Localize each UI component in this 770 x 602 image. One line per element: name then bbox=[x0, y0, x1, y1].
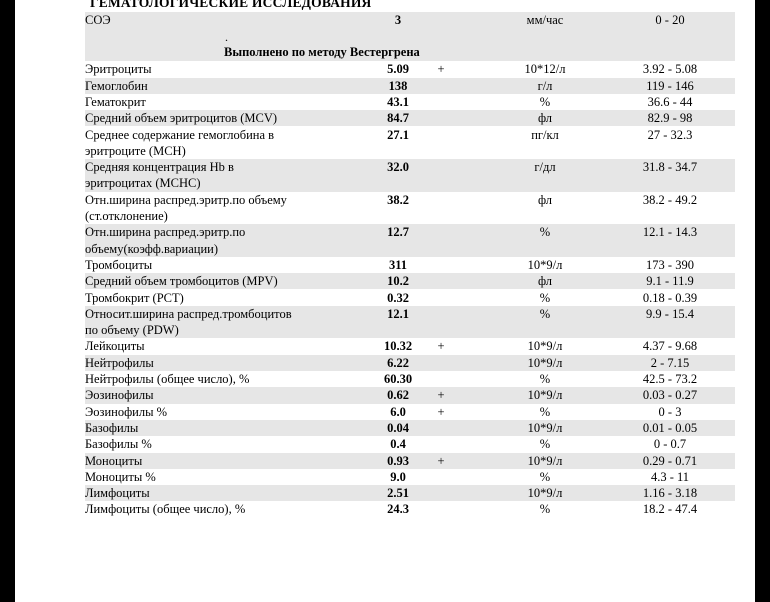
reference-range: 4.3 - 11 bbox=[650, 469, 690, 484]
result-value: 12.7 bbox=[387, 225, 409, 240]
test-name: Относит.ширина распред.тромбоцитов bbox=[85, 306, 292, 321]
result-value: 84.7 bbox=[387, 111, 409, 126]
table-row bbox=[85, 78, 735, 94]
test-name: Эозинофилы bbox=[85, 388, 154, 403]
unit: пг/кл bbox=[531, 127, 559, 142]
reference-range: 1.16 - 3.18 bbox=[642, 486, 698, 501]
table-row bbox=[85, 159, 735, 192]
reference-range: 38.2 - 49.2 bbox=[642, 192, 698, 207]
result-value: 43.1 bbox=[387, 94, 409, 109]
unit: 10*12/л bbox=[524, 62, 566, 77]
test-name-continued: эритроцитах (MCHC) bbox=[85, 176, 201, 191]
test-name: СОЭ bbox=[85, 13, 111, 27]
table-row bbox=[85, 110, 735, 126]
test-name: Тромбокрит (PCT) bbox=[85, 290, 184, 305]
test-name: Средний объем тромбоцитов (MPV) bbox=[85, 274, 278, 289]
test-name: Среднее содержание гемоглобина в bbox=[85, 127, 275, 142]
unit: фл bbox=[537, 192, 553, 207]
table-row bbox=[85, 61, 735, 77]
reference-range: 0.03 - 0.27 bbox=[642, 388, 698, 403]
unit: % bbox=[539, 437, 551, 452]
result-value: 10.2 bbox=[387, 274, 409, 289]
test-name: Нейтрофилы bbox=[85, 355, 154, 370]
reference-range: 9.9 - 15.4 bbox=[646, 306, 694, 321]
unit: мм/час bbox=[526, 13, 564, 27]
table-row bbox=[85, 355, 735, 371]
unit: фл bbox=[537, 111, 553, 126]
note-dot: . bbox=[225, 30, 228, 44]
unit: 10*9/л bbox=[527, 453, 563, 468]
test-name: Лимфоциты (общее число), % bbox=[85, 502, 246, 517]
table-row bbox=[85, 420, 735, 436]
unit: 10*9/л bbox=[527, 355, 563, 370]
table-row bbox=[85, 485, 735, 501]
result-value: 9.0 bbox=[390, 469, 406, 484]
result-value: 12.1 bbox=[387, 306, 409, 321]
reference-range: 119 - 146 bbox=[646, 78, 694, 93]
table-row bbox=[85, 127, 735, 160]
result-value: 27.1 bbox=[387, 127, 409, 142]
table-row bbox=[85, 371, 735, 387]
unit: % bbox=[539, 372, 551, 386]
reference-range: 4.37 - 9.68 bbox=[642, 339, 698, 354]
reference-range: 36.6 - 44 bbox=[647, 94, 693, 109]
result-value: 2.51 bbox=[387, 486, 409, 501]
reference-range: 0.29 - 0.71 bbox=[642, 453, 698, 468]
reference-range: 2 - 7.15 bbox=[650, 355, 690, 370]
test-name-continued: (ст.отклонение) bbox=[85, 208, 168, 223]
reference-range: 173 - 390 bbox=[646, 257, 694, 272]
reference-range: 27 - 32.3 bbox=[647, 127, 693, 142]
test-name: Отн.ширина распред.эритр.по bbox=[85, 225, 246, 240]
test-name: Гемоглобин bbox=[85, 78, 148, 93]
unit: 10*9/л bbox=[527, 420, 563, 435]
test-name: Лейкоциты bbox=[85, 339, 145, 354]
result-value: 0.04 bbox=[387, 420, 409, 435]
unit: % bbox=[539, 502, 551, 517]
abnormal-flag: + bbox=[437, 453, 445, 468]
result-value: 5.09 bbox=[387, 62, 409, 77]
unit: 10*9/л bbox=[527, 339, 563, 354]
result-value: 311 bbox=[388, 257, 408, 272]
unit: г/л bbox=[537, 78, 553, 93]
abnormal-flag: + bbox=[437, 339, 445, 354]
result-value: 0.62 bbox=[387, 388, 409, 403]
unit: 10*9/л bbox=[527, 486, 563, 501]
table-row bbox=[85, 338, 735, 354]
test-name: Тромбоциты bbox=[85, 257, 153, 272]
test-name: Моноциты % bbox=[85, 469, 156, 484]
abnormal-flag: + bbox=[437, 404, 445, 419]
test-name: Эозинофилы % bbox=[85, 404, 168, 419]
unit: % bbox=[539, 225, 551, 240]
table-row bbox=[85, 469, 735, 485]
table-row bbox=[85, 290, 735, 306]
document-page bbox=[15, 0, 755, 602]
result-value: 6.0 bbox=[390, 404, 406, 419]
table-row bbox=[85, 453, 735, 469]
test-name: Базофилы bbox=[85, 420, 139, 435]
reference-range: 42.5 - 73.2 bbox=[642, 372, 698, 386]
table-row bbox=[85, 192, 735, 225]
unit: % bbox=[539, 404, 551, 419]
table-row bbox=[85, 257, 735, 273]
result-value: 6.22 bbox=[387, 355, 409, 370]
unit: 10*9/л bbox=[527, 388, 563, 403]
table-row bbox=[85, 94, 735, 110]
unit: % bbox=[539, 290, 551, 305]
result-value: 0.93 bbox=[387, 453, 409, 468]
result-value: 38.2 bbox=[387, 192, 409, 207]
test-name: Средний объем эритроцитов (MCV) bbox=[85, 111, 278, 126]
test-name: Гематокрит bbox=[85, 94, 146, 109]
result-value: 0.4 bbox=[390, 437, 406, 452]
test-name: Средняя концентрация Hb в bbox=[85, 160, 234, 175]
abnormal-flag: + bbox=[437, 388, 445, 403]
unit: % bbox=[539, 306, 551, 321]
result-value: 0.32 bbox=[387, 290, 409, 305]
test-name: Базофилы % bbox=[85, 437, 152, 452]
table-row bbox=[85, 404, 735, 420]
table-row bbox=[85, 306, 735, 339]
table-row bbox=[85, 224, 735, 257]
test-name: Лимфоциты bbox=[85, 486, 150, 501]
result-value: 32.0 bbox=[387, 160, 409, 175]
test-name: Моноциты bbox=[85, 453, 143, 468]
result-value: 24.3 bbox=[387, 502, 409, 517]
test-name: Эритроциты bbox=[85, 62, 152, 77]
test-name-continued: по объему (PDW) bbox=[85, 323, 179, 338]
reference-range: 82.9 - 98 bbox=[647, 111, 693, 126]
table-row bbox=[85, 387, 735, 403]
reference-range: 18.2 - 47.4 bbox=[642, 502, 698, 517]
reference-range: 9.1 - 11.9 bbox=[646, 274, 694, 289]
reference-range: 0 - 0.7 bbox=[653, 437, 687, 452]
test-name-continued: эритроците (MCH) bbox=[85, 143, 186, 158]
table-row bbox=[85, 12, 735, 61]
unit: % bbox=[539, 469, 551, 484]
result-value: 60.30 bbox=[383, 372, 413, 386]
test-name-continued: объему(коэфф.вариации) bbox=[85, 241, 219, 256]
unit: 10*9/л bbox=[527, 257, 563, 272]
result-value: 138 bbox=[388, 78, 408, 93]
test-name: Нейтрофилы (общее число), % bbox=[85, 372, 250, 386]
table-row bbox=[85, 501, 735, 517]
result-value: 10.32 bbox=[383, 339, 413, 354]
table-row bbox=[85, 273, 735, 289]
unit: % bbox=[539, 94, 551, 109]
reference-range: 31.8 - 34.7 bbox=[642, 160, 698, 175]
method-note bbox=[85, 28, 735, 61]
unit: г/дл bbox=[534, 160, 556, 175]
reference-range: 3.92 - 5.08 bbox=[642, 62, 698, 77]
unit: фл bbox=[537, 274, 553, 289]
reference-range: 0.01 - 0.05 bbox=[642, 420, 698, 435]
table-row bbox=[85, 436, 735, 452]
reference-range: 0 - 3 bbox=[658, 404, 682, 419]
reference-range: 0.18 - 0.39 bbox=[642, 290, 698, 305]
reference-range: 12.1 - 14.3 bbox=[642, 225, 698, 240]
test-name: Отн.ширина распред.эритр.по объему bbox=[85, 192, 287, 207]
section-title: ГЕМАТОЛОГИЧЕСКИЕ ИССЛЕДОВАНИЯ bbox=[90, 0, 372, 10]
result-value: 3 bbox=[394, 13, 402, 27]
reference-range: 0 - 20 bbox=[655, 13, 685, 27]
abnormal-flag: + bbox=[437, 62, 445, 77]
method-text: Выполнено по методу Вестергрена bbox=[224, 45, 420, 59]
